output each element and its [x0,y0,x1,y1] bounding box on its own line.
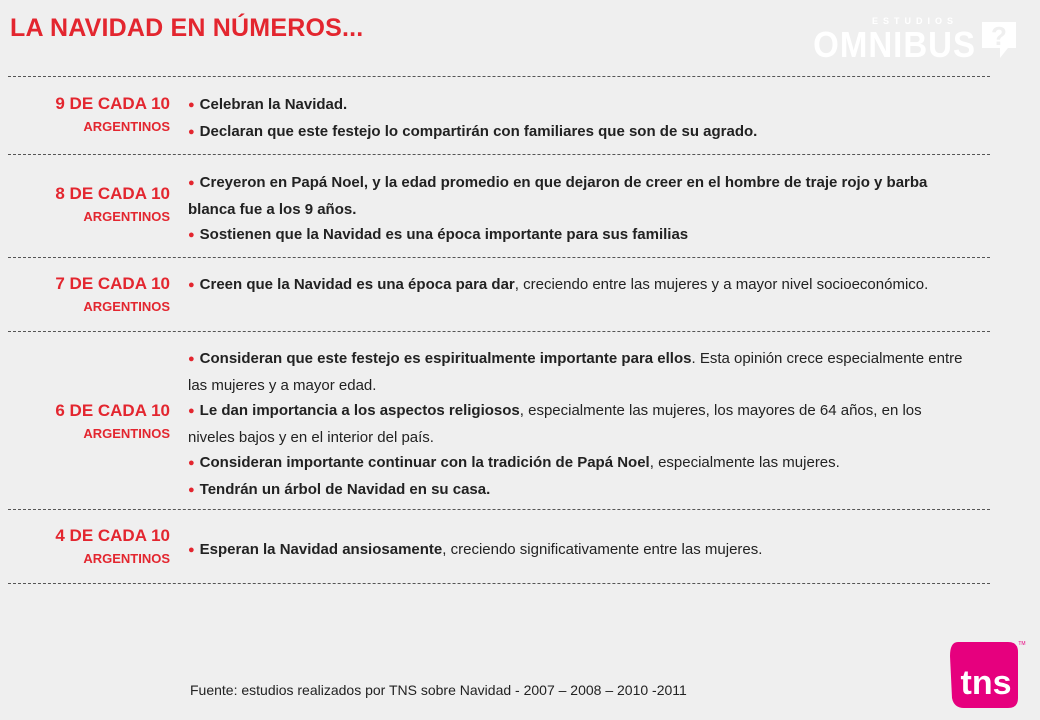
stat-content [188,537,968,564]
stat-content [188,170,968,249]
tns-tm-text: TM [1018,641,1026,647]
list-item: ● Celebran la Navidad. [188,96,348,113]
omnibus-logo [813,14,1022,70]
bullet-icon: ● [188,544,195,556]
stat-count: 4 DE CADA 10 [55,526,170,545]
stat-content [188,346,968,504]
source-note: Fuente: estudios realizados por TNS sobre Navidad - 2007 – 2008 – 2010 -2011 [190,682,687,698]
list-item: ● Consideran importante continuar con la tradición de Papá Noel, especialmente las mujeres. [188,454,840,471]
stat-count: 8 DE CADA 10 [55,184,170,203]
stat-content [188,272,968,299]
list-item: ● Sostienen que la Navidad es una época importante para sus familias [188,226,689,243]
stat-who: ARGENTINOS [83,209,170,224]
list-item: ● Le dan importancia a los aspectos religiosos, especialmente las mujeres, los mayores de 64 años, en los niveles bajos y en el interior del país. [188,402,922,446]
stat-who: ARGENTINOS [83,551,170,566]
bullet-icon: ● [188,353,195,365]
dashed-divider [8,257,990,258]
list-item: ● Tendrán un árbol de Navidad en su casa. [188,481,491,498]
bullet-icon: ● [188,99,195,111]
list-item: ● Creen que la Navidad es una época para dar, creciendo entre las mujeres y a mayor nivel socioeconómico. [188,276,929,293]
bullet-icon: ● [188,457,195,469]
list-item: ● Declaran que este festejo lo compartirán con familiares que son de su agrado. [188,123,758,140]
stat-label [8,184,170,225]
tns-logo [946,636,1026,710]
bullet-icon: ● [188,484,195,496]
dashed-divider [8,509,990,510]
dashed-divider [8,583,990,584]
stat-count: 9 DE CADA 10 [55,94,170,113]
dashed-divider [8,154,990,155]
stat-who: ARGENTINOS [83,299,170,314]
list-item: ● Creyeron en Papá Noel, y la edad promedio en que dejaron de creer en el hombre de traje rojo y barba blanca fue a los 9 años. [188,174,928,218]
page-title: LA NAVIDAD EN NÚMEROS... [10,14,364,42]
question-mark-icon [978,18,1020,66]
stat-label [8,526,170,567]
tns-logo-text: tns [960,664,1012,702]
dashed-divider [8,331,990,332]
stat-content [188,92,968,146]
bullet-icon: ● [188,229,195,241]
bullet-icon: ● [188,126,195,138]
bullet-icon: ● [188,177,195,189]
stat-label [8,401,170,442]
list-item: ● Esperan la Navidad ansiosamente, creciendo significativamente entre las mujeres. [188,541,763,558]
stat-label [8,274,170,315]
stat-count: 7 DE CADA 10 [55,274,170,293]
dashed-divider [8,76,990,77]
logo-mark-text: ? [991,21,1007,51]
stat-count: 6 DE CADA 10 [55,401,170,420]
stat-who: ARGENTINOS [83,119,170,134]
logo-estudios-text: ESTUDIOS [871,16,958,26]
list-item: ● Consideran que este festejo es espiritualmente importante para ellos. Esta opinión crece especialmente entre las mujeres y a mayor edad. [188,350,963,394]
stat-label [8,94,170,135]
bullet-icon: ● [188,279,195,291]
stat-who: ARGENTINOS [83,426,170,441]
bullet-icon: ● [188,405,195,417]
logo-omnibus-text: OMNIBUS [813,24,976,65]
